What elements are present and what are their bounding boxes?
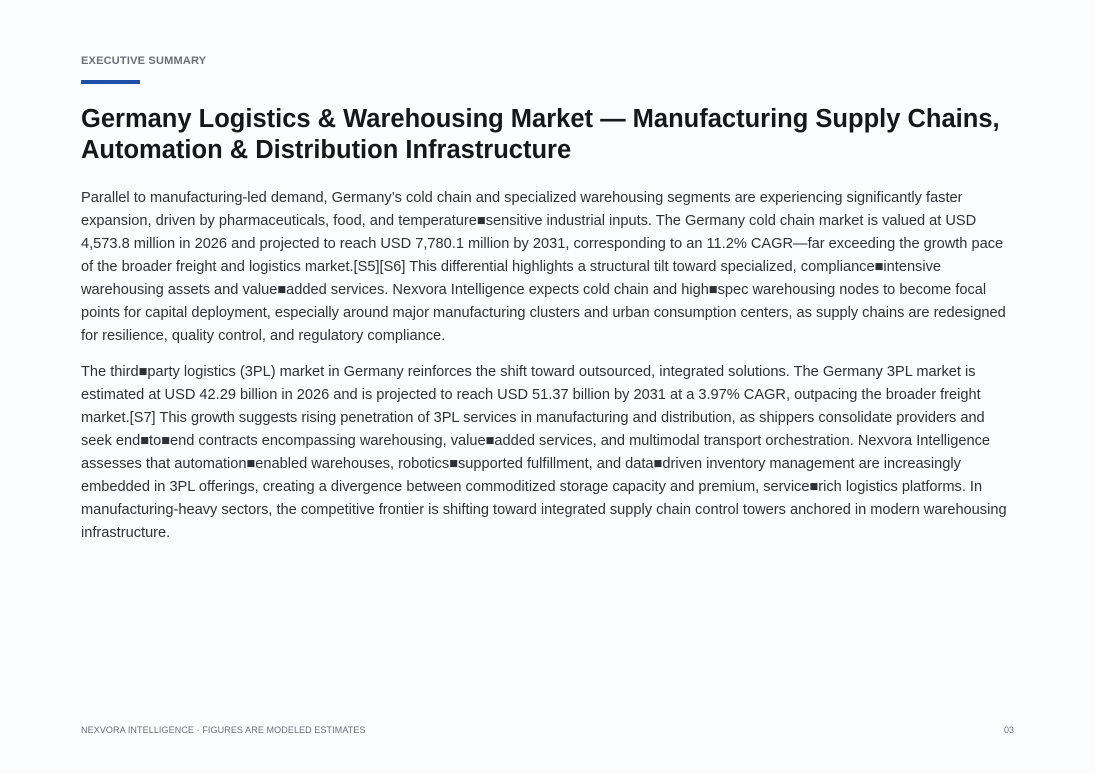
footer-source-note: NEXVORA INTELLIGENCE · FIGURES ARE MODELED ESTIMATES (81, 725, 366, 735)
section-label: EXECUTIVE SUMMARY (81, 55, 207, 67)
paragraph-cold-chain: Parallel to manufacturing-led demand, Germany’s cold chain and specialized warehousing segments are experiencing significantly faster expansion, driven by pharmaceuticals, food, and temperature■sensitive industrial inputs. The Germany cold chain market is valued at USD 4,573.8 million in 2026 and projected to reach USD 7,780.1 million by 2031, corresponding to an 11.2% CAGR—far exceeding the growth pace of the broader freight and logistics market.[S5][S6] This differential highlights a structural tilt toward specialized, compliance■intensive warehousing assets and value■added services. Nexvora Intelligence expects cold chain and high■spec warehousing nodes to become focal points for capital deployment, especially around major manufacturing clusters and urban consumption centers, as supply chains are redesigned for resilience, quality control, and regulatory compliance. (81, 190, 1006, 344)
body-text (81, 187, 1016, 558)
accent-divider (81, 80, 140, 84)
page-number: 03 (1003, 725, 1014, 735)
paragraph-3pl-market: The third■party logistics (3PL) market in Germany reinforces the shift toward outsourced, integrated solutions. The Germany 3PL market is estimated at USD 42.29 billion in 2026 and is projected to reach USD 51.37 billion by 2031 at a 3.97% CAGR, outpacing the broader freight market.[S7] This growth suggests rising penetration of 3PL services in manufacturing and distribution, as shippers consolidate providers and seek end■to■end contracts encompassing warehousing, value■added services, and multimodal transport orchestration. Nexvora Intelligence assesses that automation■enabled warehouses, robotics■supported fulfillment, and data■driven inventory management are increasingly embedded in 3PL offerings, creating a divergence between commoditized storage capacity and premium, service■rich logistics platforms. In manufacturing-heavy sectors, the competitive frontier is shifting toward integrated supply chain control towers anchored in modern warehousing infrastructure. (81, 364, 1007, 541)
page-title: Germany Logistics & Warehousing Market — Manufacturing Supply Chains, Automation & Distribution Infrastructure (81, 105, 1000, 164)
